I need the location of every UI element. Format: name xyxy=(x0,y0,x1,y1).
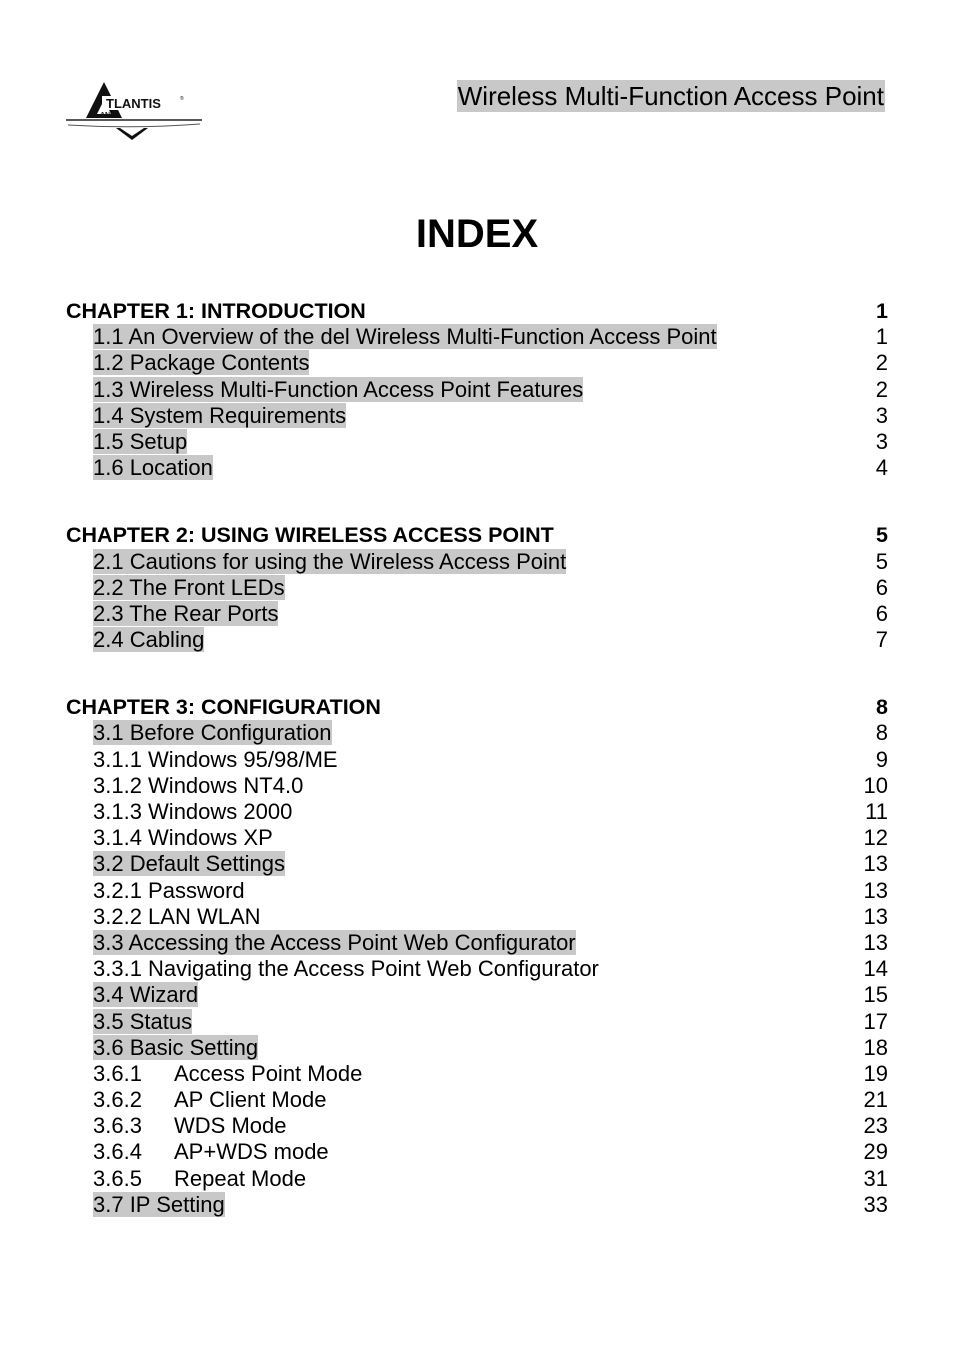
chapter-page-number: 5 xyxy=(876,523,888,548)
toc-entry-text: 3.2.1 Password xyxy=(93,877,245,903)
toc-entry-text: WDS Mode xyxy=(174,1113,287,1139)
toc-entry-row[interactable] xyxy=(66,549,888,575)
toc-entry-page-number: 13 xyxy=(863,851,888,877)
toc-entry-row[interactable] xyxy=(66,429,888,455)
chapter-block xyxy=(66,694,888,1218)
toc-entry-row[interactable] xyxy=(66,1087,888,1113)
toc-entry-text: 3.1.2 Windows NT4.0 xyxy=(93,772,304,798)
toc-entry xyxy=(66,773,303,799)
toc-entry-page-number: 33 xyxy=(863,1191,888,1217)
toc-entry-page-number: 17 xyxy=(863,1008,888,1034)
toc-entry-page-number: 18 xyxy=(863,1034,888,1060)
toc-entry-text: 1.2 Package Contents xyxy=(93,350,310,376)
toc-entry-page-number: 2 xyxy=(875,350,888,376)
chapter-title: CHAPTER 3: CONFIGURATION xyxy=(66,695,381,720)
toc-entry-text: 3.4 Wizard xyxy=(93,982,199,1008)
toc-entry-page-number: 1 xyxy=(875,324,888,350)
toc-entry-text: 3.1.4 Windows XP xyxy=(93,825,273,851)
toc-entry-row[interactable] xyxy=(66,904,888,930)
toc-entry-text: 3.1 Before Configuration xyxy=(93,720,332,746)
toc-entry-row[interactable] xyxy=(66,1139,888,1165)
chapter-block xyxy=(66,522,888,653)
toc-entry-row[interactable] xyxy=(66,1113,888,1139)
toc-entry-page-number: 11 xyxy=(865,799,888,824)
toc-entry-text: 3.2 Default Settings xyxy=(93,851,286,877)
toc-entry-page-number: 14 xyxy=(863,956,888,982)
toc-entry xyxy=(66,825,273,851)
toc-entry-text: AP+WDS mode xyxy=(174,1139,329,1165)
toc-entry-row[interactable] xyxy=(66,1192,888,1218)
chapter-heading-row[interactable] xyxy=(66,694,888,720)
toc-entry-page-number: 3 xyxy=(875,402,888,428)
toc-entry xyxy=(66,575,285,601)
toc-entry-page-number: 13 xyxy=(863,903,888,929)
toc-entry-page-number: 7 xyxy=(875,627,888,653)
toc-entry-page-number: 10 xyxy=(863,772,888,798)
toc-entry-text: 1.1 An Overview of the del Wireless Multi-Function Access Point xyxy=(93,324,717,350)
toc-entry-number: 3.6.5 xyxy=(93,1165,142,1191)
toc-entry-text: 1.5 Setup xyxy=(93,428,188,454)
chapter-heading-row[interactable] xyxy=(66,522,888,548)
toc-entry-row[interactable] xyxy=(66,324,888,350)
chapter-page-number: 8 xyxy=(876,695,888,720)
chapter-page-number: 1 xyxy=(876,299,888,323)
toc-entry-row[interactable] xyxy=(66,825,888,851)
toc-entry-row[interactable] xyxy=(66,1035,888,1061)
toc-entry-row[interactable] xyxy=(66,720,888,746)
toc-entry-page-number: 6 xyxy=(875,574,888,600)
toc-entry-text: 3.2.2 LAN WLAN xyxy=(93,903,261,929)
toc-entry-row[interactable] xyxy=(66,350,888,376)
toc-entry xyxy=(66,1035,258,1061)
chapter-block xyxy=(66,298,888,481)
toc-entry-page-number: 6 xyxy=(875,600,888,626)
toc-entry-row[interactable] xyxy=(66,403,888,429)
toc-entry-text: 2.1 Cautions for using the Wireless Access Point xyxy=(93,548,567,574)
toc-entry xyxy=(66,878,245,904)
toc-entry-page-number: 4 xyxy=(875,455,888,481)
chapter-title: CHAPTER 1: INTRODUCTION xyxy=(66,299,366,323)
toc-entry-row[interactable] xyxy=(66,455,888,481)
toc-entry-text: 3.6 Basic Setting xyxy=(93,1034,259,1060)
toc-entry xyxy=(66,377,583,403)
toc-entry-row[interactable] xyxy=(66,1061,888,1087)
toc-entry-number: 3.6.1 xyxy=(93,1060,142,1086)
svg-text:AND: AND xyxy=(100,112,116,119)
svg-text:TLANTIS: TLANTIS xyxy=(106,96,161,111)
toc-entry-row[interactable] xyxy=(66,930,888,956)
toc-entry xyxy=(66,324,717,350)
toc-entry xyxy=(66,930,576,956)
toc-entry-text: Access Point Mode xyxy=(174,1060,363,1086)
svg-text:®: ® xyxy=(180,96,184,102)
toc-entry xyxy=(66,601,278,627)
toc-entry-text: 3.1.3 Windows 2000 xyxy=(93,799,293,824)
toc-entry-page-number: 3 xyxy=(875,428,888,454)
toc-entry-row[interactable] xyxy=(66,1009,888,1035)
toc-entry-page-number: 23 xyxy=(863,1113,888,1139)
toc-entry xyxy=(66,747,338,773)
toc-entry-text: 1.3 Wireless Multi-Function Access Point Features xyxy=(93,376,584,402)
toc-entry-text: 1.4 System Requirements xyxy=(93,402,347,428)
toc-entry-page-number: 13 xyxy=(863,929,888,955)
toc-entry-row[interactable] xyxy=(66,956,888,982)
toc-entry-number: 3.6.2 xyxy=(93,1087,142,1113)
toc-entry-page-number: 13 xyxy=(863,877,888,903)
toc-entry-row[interactable] xyxy=(66,377,888,403)
toc-entry-number: 3.6.3 xyxy=(93,1113,142,1139)
index-title: INDEX xyxy=(415,212,539,256)
toc-entry xyxy=(66,904,261,930)
toc-entry xyxy=(66,720,332,746)
toc-entry-text: 1.6 Location xyxy=(93,455,213,481)
chapter-heading-row[interactable] xyxy=(66,298,888,324)
toc-entry-row[interactable] xyxy=(66,799,888,825)
toc-entry-page-number: 31 xyxy=(863,1165,888,1191)
toc-entry-text: 3.1.1 Windows 95/98/ME xyxy=(93,746,338,772)
toc-entry-row[interactable] xyxy=(66,773,888,799)
toc-entry xyxy=(66,1192,225,1218)
toc-entry-page-number: 15 xyxy=(863,982,888,1008)
toc-entry xyxy=(66,1113,286,1139)
toc-entry xyxy=(66,851,285,877)
toc-entry xyxy=(66,350,309,376)
toc-entry xyxy=(66,1139,329,1165)
toc-entry-row[interactable] xyxy=(66,601,888,627)
toc-entry-page-number: 29 xyxy=(863,1139,888,1165)
toc-entry-text: 2.3 The Rear Ports xyxy=(93,600,279,626)
toc-entry-row[interactable] xyxy=(66,1166,888,1192)
toc-entry-text: 3.3 Accessing the Access Point Web Configurator xyxy=(93,929,576,955)
toc-entry-row[interactable] xyxy=(66,851,888,877)
toc-entry-page-number: 9 xyxy=(875,746,888,772)
document-header-title: Wireless Multi-Function Access Point xyxy=(457,81,884,111)
atlantis-land-logo-icon xyxy=(64,78,204,142)
toc-entry xyxy=(66,549,566,575)
toc-entry-text: AP Client Mode xyxy=(174,1087,327,1113)
toc-entry-row[interactable] xyxy=(66,575,888,601)
toc-entry-text: 3.7 IP Setting xyxy=(93,1191,225,1217)
toc-entry-page-number: 21 xyxy=(863,1087,888,1113)
toc-entry-page-number: 12 xyxy=(863,825,888,851)
toc-entry-page-number: 8 xyxy=(875,720,888,746)
chapter-title: CHAPTER 2: USING WIRELESS ACCESS POINT xyxy=(66,523,554,548)
toc-entry-number: 3.6.4 xyxy=(93,1139,142,1165)
toc-entry xyxy=(66,455,213,481)
toc-entry-text: 3.3.1 Navigating the Access Point Web Configurator xyxy=(93,956,599,982)
toc-entry-text: 3.5 Status xyxy=(93,1008,193,1034)
toc-entry-row[interactable] xyxy=(66,627,888,653)
toc-entry-text: 2.2 The Front LEDs xyxy=(93,574,285,600)
toc-entry-row[interactable] xyxy=(66,982,888,1008)
toc-entry xyxy=(66,403,346,429)
toc-entry xyxy=(66,1061,362,1087)
toc-entry xyxy=(66,799,292,825)
toc-entry xyxy=(66,627,204,653)
toc-entry-page-number: 5 xyxy=(875,548,888,574)
toc-entry-text: 2.4 Cabling xyxy=(93,627,205,653)
toc-entry xyxy=(66,982,198,1008)
toc-entry-row[interactable] xyxy=(66,878,888,904)
toc-entry xyxy=(66,429,187,455)
toc-entry xyxy=(66,1166,306,1192)
toc-entry-row[interactable] xyxy=(66,747,888,773)
toc-entry xyxy=(66,956,599,982)
table-of-contents xyxy=(66,298,888,1259)
toc-entry-page-number: 19 xyxy=(863,1060,888,1086)
toc-entry xyxy=(66,1009,192,1035)
toc-entry xyxy=(66,1087,326,1113)
toc-entry-text: Repeat Mode xyxy=(174,1165,307,1191)
toc-entry-page-number: 2 xyxy=(875,376,888,402)
